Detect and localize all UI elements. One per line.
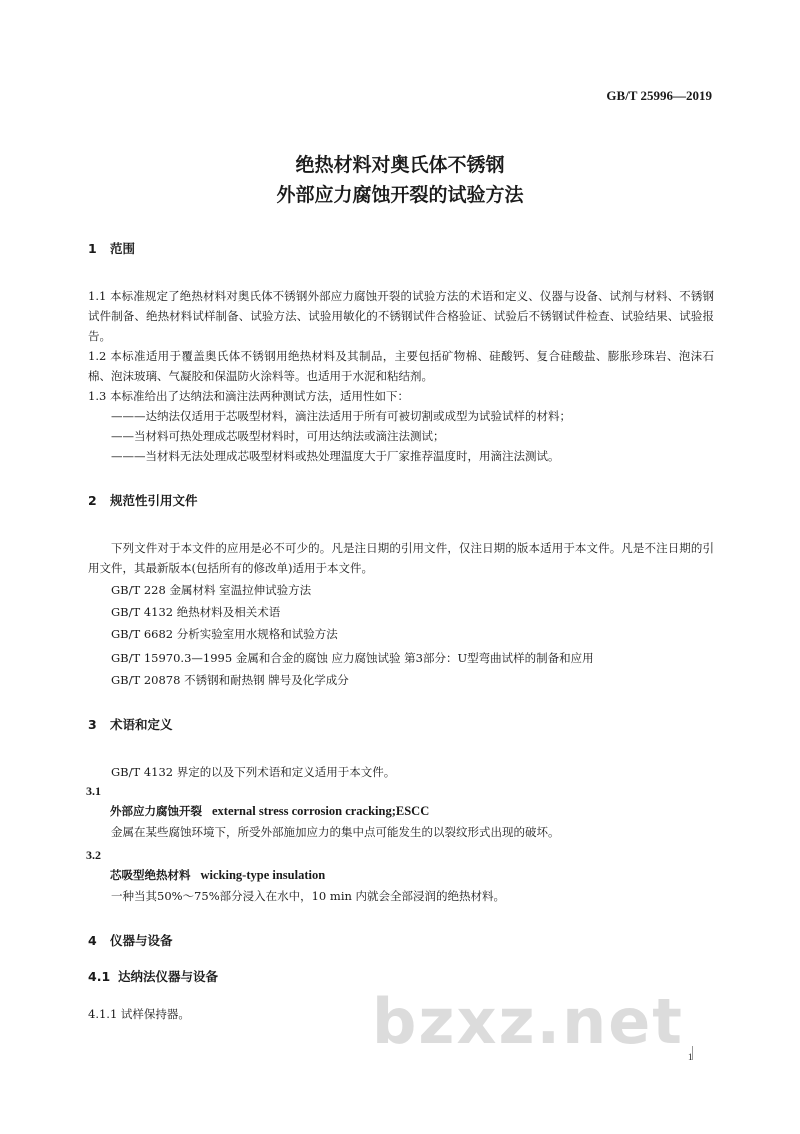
standard-code: GB/T 25996—2019 [606, 88, 712, 103]
ref-item: GB/T 15970.3—1995 金属和合金的腐蚀 应力腐蚀试验 第3部分：U型弯曲试样的制备和应用 [111, 651, 594, 665]
dash-item-3: ———当材料无法处理成芯吸型材料或热处理温度大于厂家推荐温度时，用滴注法测试。 [111, 449, 560, 463]
term-definition: 一种当其50%～75%部分浸入在水中，10 min 内就会全部浸润的绝热材料。 [111, 889, 506, 903]
section-number: 1 [88, 241, 97, 256]
section-title: 仪器与设备 [110, 933, 173, 948]
watermark-text: bzxz.net [372, 985, 684, 1058]
section-title: 规范性引用文件 [110, 493, 198, 508]
clause-1-2: 1.2 本标准适用于覆盖奥氏体不锈钢用绝热材料及其制品，主要包括矿物棉、硅酸钙、复合硅酸盐、膨胀珍珠岩、泡沫石棉、泡沫玻璃、气凝胶和保温防火涂料等。也适用于水泥和粘结剂。 [88, 349, 714, 383]
ref-item: GB/T 228 金属材料 室温拉伸试验方法 [111, 583, 312, 597]
clause-1-1: 1.1 本标准规定了绝热材料对奥氏体不锈钢外部应力腐蚀开裂的试验方法的术语和定义、仪器与设备、试剂与材料、不锈钢试件制备、绝热材料试样制备、试验方法、试验用敏化的不锈钢试件合格验证、试验后不锈钢试件检查、试验结果、试验报告。 [88, 289, 714, 343]
section-2-heading [88, 492, 714, 510]
ref-item: GB/T 6682 分析实验室用水规格和试验方法 [111, 627, 338, 641]
dash-item-1: ———达纳法仅适用于芯吸型材料，滴注法适用于所有可被切割或成型为试验试样的材料； [111, 409, 571, 423]
section-3-heading [88, 716, 714, 734]
term-number: 3.1 [86, 784, 101, 798]
term-chinese: 外部应力腐蚀开裂 [110, 804, 202, 818]
section-4-heading [88, 932, 714, 950]
dash-item-2: ——当材料可热处理成芯吸型材料时，可用达纳法或滴注法测试； [111, 429, 445, 443]
section-title: 术语和定义 [110, 717, 173, 732]
clause-1-3: 1.3 本标准给出了达纳法和滴注法两种测试方法，适用性如下： [88, 389, 409, 403]
term-english: wicking-type insulation [200, 868, 326, 882]
title-line-1: 绝热材料对奥氏体不锈钢 [295, 154, 505, 176]
section-number: 3 [88, 717, 97, 732]
title-line-2: 外部应力腐蚀开裂的试验方法 [276, 184, 524, 206]
section-1-heading [88, 240, 714, 258]
document-body [88, 240, 714, 1024]
term-english: external stress corrosion cracking;ESCC [212, 804, 430, 818]
section-number: 2 [88, 493, 97, 508]
section-number: 4 [88, 933, 97, 948]
section-title: 范围 [110, 241, 136, 256]
term-definition: 金属在某些腐蚀环境下，所受外部施加应力的集中点可能发生的以裂纹形式出现的破坏。 [111, 825, 560, 839]
term-chinese: 芯吸型绝热材料 [110, 868, 191, 882]
page-number: 1 [688, 1052, 693, 1062]
document-title [0, 150, 800, 210]
subsection-title: 达纳法仪器与设备 [118, 969, 219, 984]
normative-intro: 下列文件对于本文件的应用是必不可少的。凡是注日期的引用文件，仅注日期的版本适用于本文件。凡是不注日期的引用文件，其最新版本(包括所有的修改单)适用于本文件。 [88, 541, 714, 575]
terms-intro: GB/T 4132 界定的以及下列术语和定义适用于本文件。 [111, 765, 396, 779]
clause-4-1-1: 4.1.1 试样保持器。 [88, 1007, 190, 1021]
subsection-4-1-heading [88, 968, 714, 986]
ref-item: GB/T 4132 绝热材料及相关术语 [111, 605, 281, 619]
subsection-number: 4.1 [88, 969, 111, 984]
term-entry [88, 864, 714, 886]
term-entry [88, 800, 714, 822]
term-number: 3.2 [86, 848, 101, 862]
ref-item: GB/T 20878 不锈钢和耐热钢 牌号及化学成分 [111, 673, 349, 687]
